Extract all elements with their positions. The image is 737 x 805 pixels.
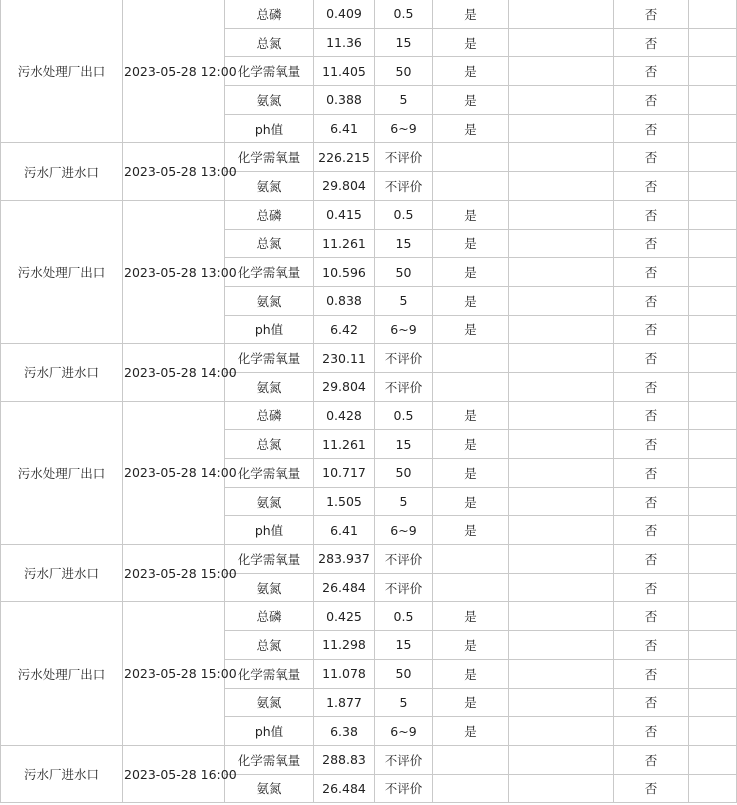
item-cell: 总氮 xyxy=(225,229,314,258)
time-cell: 2023-05-28 15:00 xyxy=(123,602,225,745)
site-cell: 污水处理厂出口 xyxy=(1,200,123,343)
blank-cell xyxy=(689,114,737,143)
blank-cell xyxy=(509,573,614,602)
blank-cell xyxy=(689,200,737,229)
standard-cell: 0.5 xyxy=(375,401,433,430)
standard-cell: 15 xyxy=(375,631,433,660)
compliant-cell xyxy=(433,172,509,201)
compliant-cell: 是 xyxy=(433,258,509,287)
value-cell: 6.41 xyxy=(314,516,375,545)
blank-cell xyxy=(689,28,737,57)
blank-cell xyxy=(509,315,614,344)
exceed-cell: 否 xyxy=(614,172,689,201)
exceed-cell: 否 xyxy=(614,28,689,57)
compliant-cell: 是 xyxy=(433,286,509,315)
blank-cell xyxy=(509,516,614,545)
exceed-cell: 否 xyxy=(614,516,689,545)
exceed-cell: 否 xyxy=(614,602,689,631)
value-cell: 1.505 xyxy=(314,487,375,516)
item-cell: 总氮 xyxy=(225,28,314,57)
blank-cell xyxy=(509,28,614,57)
value-cell: 29.804 xyxy=(314,172,375,201)
blank-cell xyxy=(689,86,737,115)
exceed-cell: 否 xyxy=(614,258,689,287)
blank-cell xyxy=(689,631,737,660)
compliant-cell: 是 xyxy=(433,401,509,430)
blank-cell xyxy=(509,688,614,717)
blank-cell xyxy=(689,344,737,373)
time-cell: 2023-05-28 16:00 xyxy=(123,745,225,802)
blank-cell xyxy=(509,545,614,574)
compliant-cell: 是 xyxy=(433,0,509,28)
item-cell: 氨氮 xyxy=(225,372,314,401)
blank-cell xyxy=(689,372,737,401)
item-cell: 氨氮 xyxy=(225,688,314,717)
item-cell: 化学需氧量 xyxy=(225,57,314,86)
item-cell: 总磷 xyxy=(225,200,314,229)
standard-cell: 不评价 xyxy=(375,172,433,201)
compliant-cell: 是 xyxy=(433,631,509,660)
item-cell: 化学需氧量 xyxy=(225,344,314,373)
blank-cell xyxy=(509,86,614,115)
blank-cell xyxy=(509,401,614,430)
blank-cell xyxy=(689,516,737,545)
standard-cell: 不评价 xyxy=(375,774,433,803)
value-cell: 0.428 xyxy=(314,401,375,430)
blank-cell xyxy=(509,258,614,287)
exceed-cell: 否 xyxy=(614,573,689,602)
blank-cell xyxy=(509,459,614,488)
item-cell: ph值 xyxy=(225,315,314,344)
compliant-cell xyxy=(433,774,509,803)
exceed-cell: 否 xyxy=(614,86,689,115)
standard-cell: 6~9 xyxy=(375,114,433,143)
compliant-cell xyxy=(433,745,509,774)
value-cell: 26.484 xyxy=(314,573,375,602)
standard-cell: 5 xyxy=(375,86,433,115)
compliant-cell: 是 xyxy=(433,430,509,459)
exceed-cell: 否 xyxy=(614,487,689,516)
blank-cell xyxy=(509,286,614,315)
item-cell: 总磷 xyxy=(225,602,314,631)
time-cell: 2023-05-28 13:00 xyxy=(123,200,225,343)
item-cell: 氨氮 xyxy=(225,172,314,201)
value-cell: 288.83 xyxy=(314,745,375,774)
blank-cell xyxy=(509,57,614,86)
compliant-cell: 是 xyxy=(433,86,509,115)
value-cell: 10.717 xyxy=(314,459,375,488)
standard-cell: 0.5 xyxy=(375,200,433,229)
item-cell: 氨氮 xyxy=(225,487,314,516)
value-cell: 0.838 xyxy=(314,286,375,315)
site-cell: 污水处理厂出口 xyxy=(1,401,123,544)
blank-cell xyxy=(689,745,737,774)
table-row xyxy=(1,545,737,574)
standard-cell: 不评价 xyxy=(375,372,433,401)
compliant-cell xyxy=(433,573,509,602)
compliant-cell: 是 xyxy=(433,487,509,516)
blank-cell xyxy=(509,487,614,516)
standard-cell: 不评价 xyxy=(375,344,433,373)
blank-cell xyxy=(689,688,737,717)
blank-cell xyxy=(689,459,737,488)
compliant-cell: 是 xyxy=(433,602,509,631)
item-cell: 化学需氧量 xyxy=(225,545,314,574)
value-cell: 11.405 xyxy=(314,57,375,86)
item-cell: 总氮 xyxy=(225,631,314,660)
standard-cell: 15 xyxy=(375,28,433,57)
compliant-cell: 是 xyxy=(433,459,509,488)
blank-cell xyxy=(689,602,737,631)
exceed-cell: 否 xyxy=(614,229,689,258)
blank-cell xyxy=(509,229,614,258)
exceed-cell: 否 xyxy=(614,745,689,774)
item-cell: ph值 xyxy=(225,717,314,746)
blank-cell xyxy=(509,372,614,401)
compliant-cell xyxy=(433,372,509,401)
exceed-cell: 否 xyxy=(614,401,689,430)
blank-cell xyxy=(509,344,614,373)
blank-cell xyxy=(689,545,737,574)
value-cell: 10.596 xyxy=(314,258,375,287)
blank-cell xyxy=(689,774,737,803)
blank-cell xyxy=(689,57,737,86)
blank-cell xyxy=(689,315,737,344)
standard-cell: 6~9 xyxy=(375,717,433,746)
exceed-cell: 否 xyxy=(614,774,689,803)
value-cell: 0.388 xyxy=(314,86,375,115)
blank-cell xyxy=(689,659,737,688)
blank-cell xyxy=(509,631,614,660)
site-cell: 污水厂进水口 xyxy=(1,745,123,802)
item-cell: ph值 xyxy=(225,516,314,545)
table-row xyxy=(1,0,737,28)
table-row xyxy=(1,401,737,430)
standard-cell: 50 xyxy=(375,258,433,287)
table-row xyxy=(1,200,737,229)
standard-cell: 不评价 xyxy=(375,573,433,602)
value-cell: 6.42 xyxy=(314,315,375,344)
blank-cell xyxy=(689,143,737,172)
exceed-cell: 否 xyxy=(614,57,689,86)
compliant-cell: 是 xyxy=(433,28,509,57)
exceed-cell: 否 xyxy=(614,315,689,344)
blank-cell xyxy=(689,258,737,287)
blank-cell xyxy=(509,659,614,688)
table-row xyxy=(1,143,737,172)
site-cell: 污水处理厂出口 xyxy=(1,602,123,745)
standard-cell: 15 xyxy=(375,430,433,459)
item-cell: 化学需氧量 xyxy=(225,143,314,172)
standard-cell: 不评价 xyxy=(375,545,433,574)
site-cell: 污水厂进水口 xyxy=(1,545,123,602)
compliant-cell: 是 xyxy=(433,688,509,717)
site-cell: 污水处理厂出口 xyxy=(1,0,123,143)
compliant-cell: 是 xyxy=(433,200,509,229)
blank-cell xyxy=(509,745,614,774)
table-row xyxy=(1,602,737,631)
blank-cell xyxy=(509,774,614,803)
blank-cell xyxy=(509,200,614,229)
value-cell: 11.261 xyxy=(314,430,375,459)
item-cell: 化学需氧量 xyxy=(225,459,314,488)
exceed-cell: 否 xyxy=(614,631,689,660)
blank-cell xyxy=(689,172,737,201)
compliant-cell: 是 xyxy=(433,229,509,258)
value-cell: 283.937 xyxy=(314,545,375,574)
item-cell: 化学需氧量 xyxy=(225,659,314,688)
value-cell: 226.215 xyxy=(314,143,375,172)
blank-cell xyxy=(509,0,614,28)
standard-cell: 5 xyxy=(375,688,433,717)
time-cell: 2023-05-28 14:00 xyxy=(123,401,225,544)
item-cell: 氨氮 xyxy=(225,286,314,315)
table-body xyxy=(1,0,737,803)
exceed-cell: 否 xyxy=(614,717,689,746)
blank-cell xyxy=(689,430,737,459)
blank-cell xyxy=(689,717,737,746)
item-cell: 化学需氧量 xyxy=(225,745,314,774)
compliant-cell: 是 xyxy=(433,57,509,86)
standard-cell: 5 xyxy=(375,487,433,516)
time-cell: 2023-05-28 12:00 xyxy=(123,0,225,143)
value-cell: 29.804 xyxy=(314,372,375,401)
item-cell: 氨氮 xyxy=(225,774,314,803)
blank-cell xyxy=(509,717,614,746)
compliant-cell xyxy=(433,545,509,574)
compliant-cell xyxy=(433,143,509,172)
blank-cell xyxy=(689,487,737,516)
item-cell: 总磷 xyxy=(225,0,314,28)
blank-cell xyxy=(689,229,737,258)
standard-cell: 50 xyxy=(375,57,433,86)
item-cell: ph值 xyxy=(225,114,314,143)
compliant-cell: 是 xyxy=(433,516,509,545)
standard-cell: 50 xyxy=(375,659,433,688)
blank-cell xyxy=(689,401,737,430)
standard-cell: 0.5 xyxy=(375,602,433,631)
table-row xyxy=(1,745,737,774)
compliant-cell: 是 xyxy=(433,717,509,746)
compliant-cell: 是 xyxy=(433,114,509,143)
standard-cell: 不评价 xyxy=(375,143,433,172)
exceed-cell: 否 xyxy=(614,200,689,229)
compliant-cell: 是 xyxy=(433,315,509,344)
blank-cell xyxy=(689,573,737,602)
exceed-cell: 否 xyxy=(614,143,689,172)
standard-cell: 6~9 xyxy=(375,315,433,344)
blank-cell xyxy=(509,430,614,459)
blank-cell xyxy=(509,143,614,172)
standard-cell: 0.5 xyxy=(375,0,433,28)
standard-cell: 15 xyxy=(375,229,433,258)
blank-cell xyxy=(509,114,614,143)
value-cell: 1.877 xyxy=(314,688,375,717)
compliant-cell: 是 xyxy=(433,659,509,688)
value-cell: 11.261 xyxy=(314,229,375,258)
exceed-cell: 否 xyxy=(614,459,689,488)
value-cell: 0.409 xyxy=(314,0,375,28)
value-cell: 230.11 xyxy=(314,344,375,373)
compliant-cell xyxy=(433,344,509,373)
exceed-cell: 否 xyxy=(614,114,689,143)
exceed-cell: 否 xyxy=(614,430,689,459)
exceed-cell: 否 xyxy=(614,688,689,717)
item-cell: 总氮 xyxy=(225,430,314,459)
standard-cell: 6~9 xyxy=(375,516,433,545)
item-cell: 氨氮 xyxy=(225,573,314,602)
time-cell: 2023-05-28 15:00 xyxy=(123,545,225,602)
value-cell: 11.078 xyxy=(314,659,375,688)
value-cell: 11.298 xyxy=(314,631,375,660)
value-cell: 0.415 xyxy=(314,200,375,229)
value-cell: 6.41 xyxy=(314,114,375,143)
site-cell: 污水厂进水口 xyxy=(1,344,123,401)
exceed-cell: 否 xyxy=(614,659,689,688)
exceed-cell: 否 xyxy=(614,286,689,315)
value-cell: 6.38 xyxy=(314,717,375,746)
blank-cell xyxy=(509,172,614,201)
value-cell: 26.484 xyxy=(314,774,375,803)
exceed-cell: 否 xyxy=(614,344,689,373)
value-cell: 0.425 xyxy=(314,602,375,631)
standard-cell: 不评价 xyxy=(375,745,433,774)
exceed-cell: 否 xyxy=(614,0,689,28)
standard-cell: 5 xyxy=(375,286,433,315)
time-cell: 2023-05-28 14:00 xyxy=(123,344,225,401)
item-cell: 氨氮 xyxy=(225,86,314,115)
value-cell: 11.36 xyxy=(314,28,375,57)
item-cell: 化学需氧量 xyxy=(225,258,314,287)
exceed-cell: 否 xyxy=(614,545,689,574)
time-cell: 2023-05-28 13:00 xyxy=(123,143,225,200)
blank-cell xyxy=(689,0,737,28)
blank-cell xyxy=(689,286,737,315)
exceed-cell: 否 xyxy=(614,372,689,401)
blank-cell xyxy=(509,602,614,631)
site-cell: 污水厂进水口 xyxy=(1,143,123,200)
item-cell: 总磷 xyxy=(225,401,314,430)
standard-cell: 50 xyxy=(375,459,433,488)
table-row xyxy=(1,344,737,373)
